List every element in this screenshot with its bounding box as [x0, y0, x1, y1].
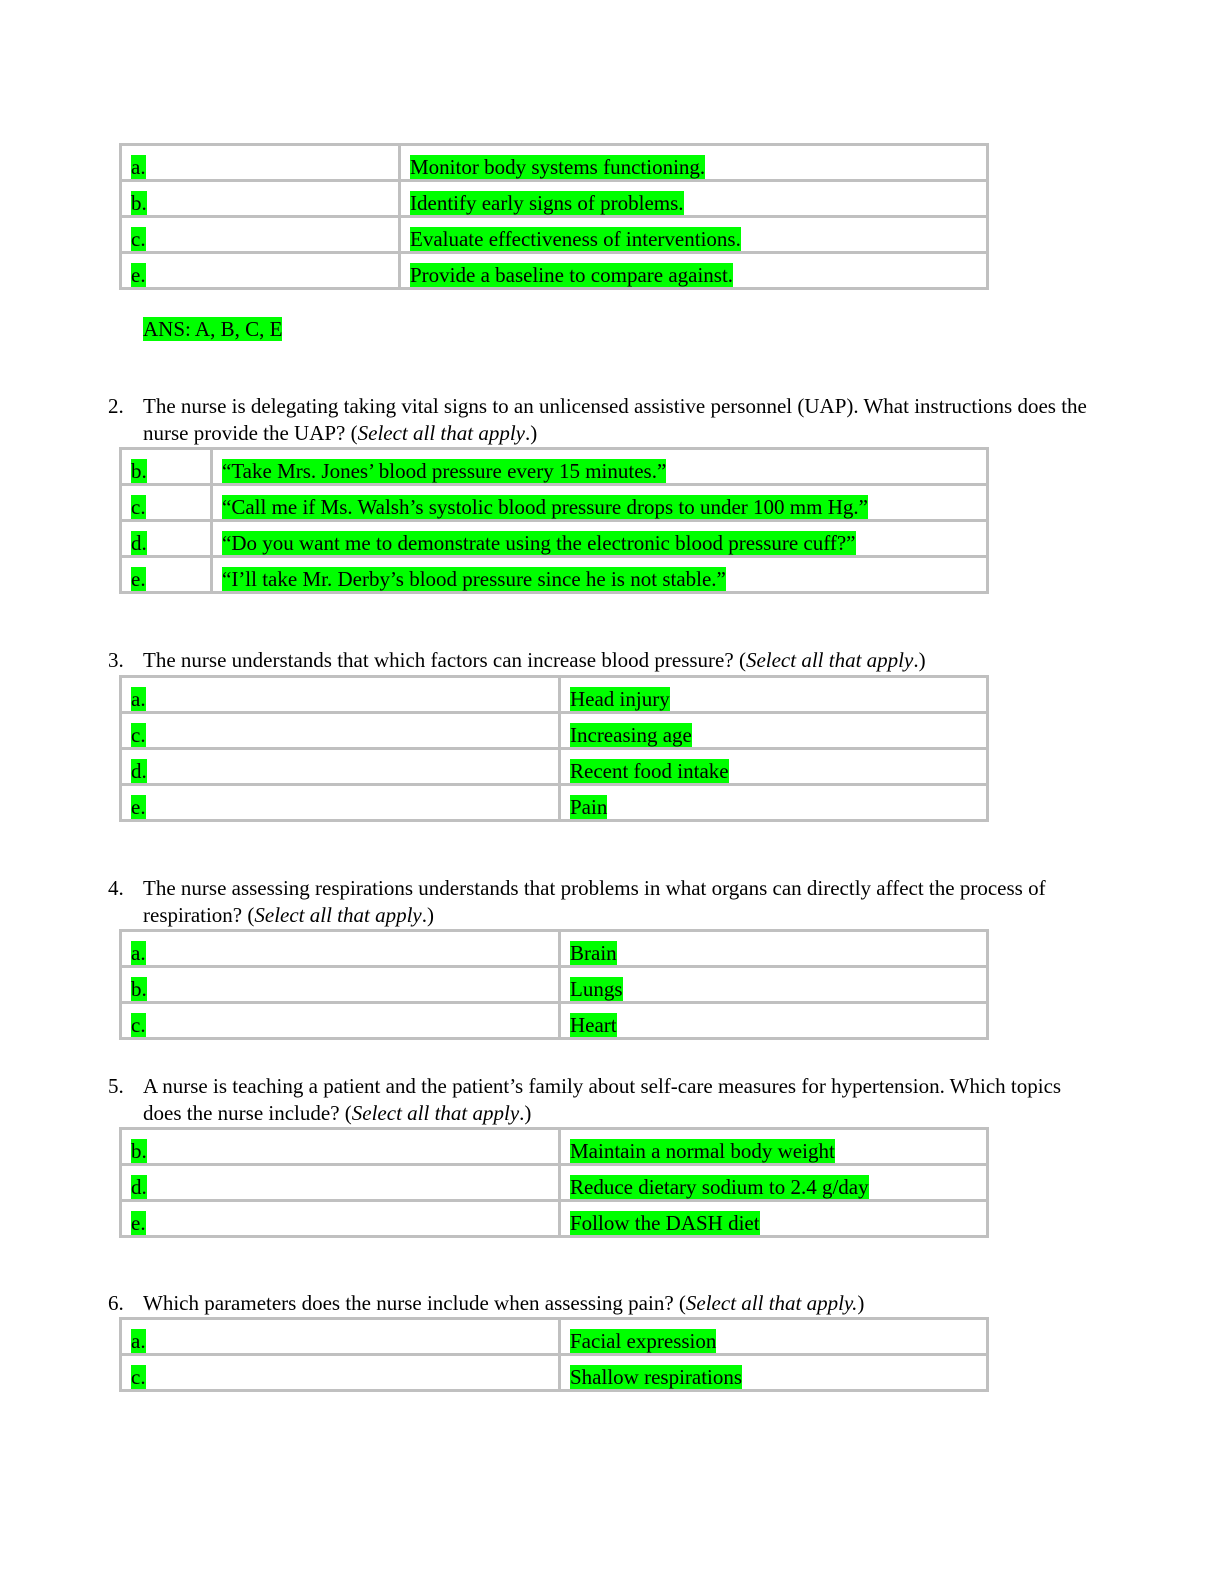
- option-row: [121, 521, 988, 557]
- option-row: [121, 1003, 988, 1039]
- question-5: [108, 1073, 1088, 1127]
- select-all-note: Select all that apply.: [685, 1291, 858, 1315]
- option-letter: c.: [131, 1365, 146, 1389]
- option-text: Shallow respirations: [570, 1365, 743, 1389]
- option-text: Maintain a normal body weight: [570, 1139, 835, 1163]
- q4-options-table: [119, 929, 989, 1040]
- option-row: [121, 713, 988, 749]
- option-row: [121, 1355, 988, 1391]
- option-letter: e.: [131, 795, 146, 819]
- select-all-note: Select all that apply: [745, 648, 914, 672]
- option-letter: c.: [131, 227, 146, 251]
- option-row: [121, 931, 988, 967]
- option-row: [121, 217, 988, 253]
- question-2: [108, 393, 1088, 447]
- option-letter: d.: [131, 531, 147, 555]
- select-all-note: Select all that apply: [357, 421, 525, 445]
- select-all-note: Select all that apply: [351, 1101, 520, 1125]
- option-row: [121, 1129, 988, 1165]
- option-text: Monitor body systems functioning.: [410, 155, 706, 179]
- question-number: 5.: [108, 1074, 124, 1098]
- option-text: Follow the DASH diet: [570, 1211, 760, 1235]
- question-4: [108, 875, 1088, 929]
- option-row: [121, 181, 988, 217]
- question-number: 6.: [108, 1291, 124, 1315]
- option-row: [121, 557, 988, 593]
- option-row: [121, 145, 988, 181]
- q1-options-table: [119, 143, 989, 290]
- select-all-note: Select all that apply: [254, 903, 422, 927]
- option-text: Pain: [570, 795, 608, 819]
- q2-options-table: [119, 447, 989, 594]
- option-text: “Call me if Ms. Walsh’s systolic blood pressure drops to under 100 mm Hg.”: [222, 495, 868, 519]
- answer-text: ANS: A, B, C, E: [143, 317, 283, 341]
- option-letter: e.: [131, 263, 146, 287]
- option-text: Heart: [570, 1013, 617, 1037]
- option-letter: a.: [131, 941, 146, 965]
- option-row: [121, 1201, 988, 1237]
- option-text: Facial expression: [570, 1329, 717, 1353]
- option-text: Brain: [570, 941, 617, 965]
- option-row: [121, 677, 988, 713]
- option-text: Provide a baseline to compare against.: [410, 263, 734, 287]
- option-letter: e.: [131, 567, 146, 591]
- option-text: “Do you want me to demonstrate using the electronic blood pressure cuff?”: [222, 531, 856, 555]
- option-letter: b.: [131, 191, 147, 215]
- option-text: Evaluate effectiveness of interventions.: [410, 227, 741, 251]
- option-text: Recent food intake: [570, 759, 729, 783]
- option-row: [121, 1319, 988, 1355]
- option-text: Increasing age: [570, 723, 692, 747]
- option-row: [121, 1165, 988, 1201]
- question-6: [108, 1290, 1088, 1317]
- question-number: 3.: [108, 648, 124, 672]
- option-letter: c.: [131, 723, 146, 747]
- option-letter: b.: [131, 1139, 147, 1163]
- option-letter: a.: [131, 687, 146, 711]
- option-letter: e.: [131, 1211, 146, 1235]
- option-text: Lungs: [570, 977, 623, 1001]
- option-text: Reduce dietary sodium to 2.4 g/day: [570, 1175, 869, 1199]
- option-letter: b.: [131, 459, 147, 483]
- option-row: [121, 785, 988, 821]
- option-text: “I’ll take Mr. Derby’s blood pressure since he is not stable.”: [222, 567, 726, 591]
- question-text: A nurse is teaching a patient and the patient’s family about self-care measures for hypertension. Which topics does the nurse include? (Select all that apply.): [143, 1074, 1062, 1125]
- q3-options-table: [119, 675, 989, 822]
- option-text: Head injury: [570, 687, 670, 711]
- option-letter: c.: [131, 1013, 146, 1037]
- option-row: [121, 449, 988, 485]
- question-text: Which parameters does the nurse include when assessing pain? (Select all that apply.): [143, 1291, 865, 1315]
- question-text: The nurse is delegating taking vital signs to an unlicensed assistive personnel (UAP). What instructions does the nurse provide the UAP? (Select all that apply.): [143, 394, 1087, 445]
- option-row: [121, 749, 988, 785]
- option-letter: d.: [131, 1175, 147, 1199]
- q1-answer: [143, 316, 282, 342]
- option-letter: a.: [131, 155, 146, 179]
- option-row: [121, 253, 988, 289]
- question-number: 4.: [108, 876, 124, 900]
- option-text: “Take Mrs. Jones’ blood pressure every 15 minutes.”: [222, 459, 667, 483]
- q6-options-table: [119, 1317, 989, 1392]
- question-text: The nurse understands that which factors can increase blood pressure? (Select all that apply.): [143, 648, 926, 672]
- option-letter: a.: [131, 1329, 146, 1353]
- option-letter: b.: [131, 977, 147, 1001]
- question-number: 2.: [108, 394, 124, 418]
- question-text: The nurse assessing respirations understands that problems in what organs can directly affect the process of respiration? (Select all that apply.): [143, 876, 1046, 927]
- option-row: [121, 485, 988, 521]
- question-3: [108, 647, 1088, 674]
- option-letter: c.: [131, 495, 146, 519]
- option-letter: d.: [131, 759, 147, 783]
- q5-options-table: [119, 1127, 989, 1238]
- option-row: [121, 967, 988, 1003]
- option-text: Identify early signs of problems.: [410, 191, 684, 215]
